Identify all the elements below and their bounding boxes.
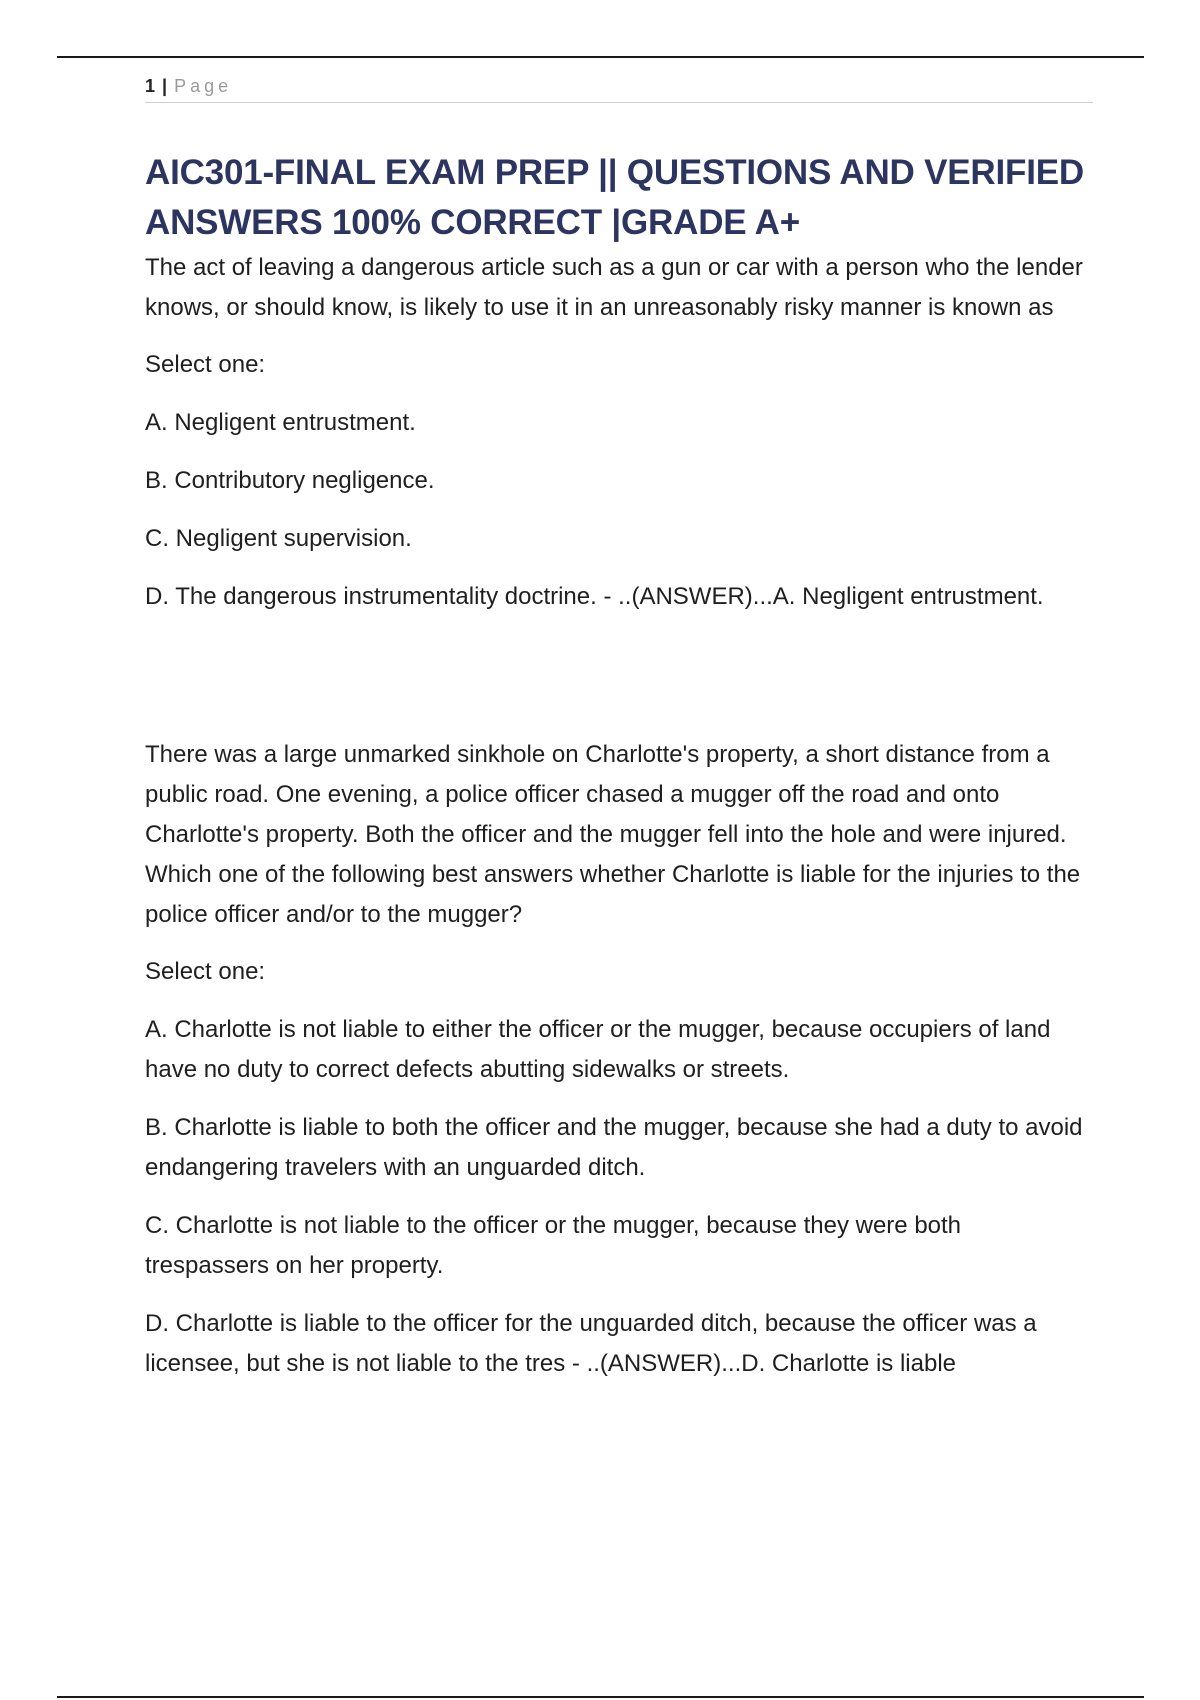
page-number: 1: [145, 76, 156, 96]
top-rule: [57, 56, 1144, 58]
bottom-rule: [57, 1696, 1144, 1698]
document-body: [145, 148, 1085, 1384]
page-header: [145, 74, 1093, 103]
select-label: Select one:: [145, 351, 266, 378]
document-title: AIC301-FINAL EXAM PREP || QUESTIONS AND VERIFIED ANSWERS 100% CORRECT |GRADE A+: [145, 153, 1084, 242]
question-stem: The act of leaving a dangerous article such as a gun or car with a person who the lender knows, or should know, is likely to use it in an unreasonably risky manner is known as: [145, 254, 1083, 321]
page-label: Page: [174, 76, 233, 96]
question-1: [145, 248, 1085, 617]
question-stem: There was a large unmarked sinkhole on Charlotte's property, a short distance from a public road. One evening, a police officer chased a mugger off the road and onto Charlotte's property. Both the officer and the mugger fell into the hole and were injured. Which one of the following best answers whether Charlotte is liable for the injuries to the police officer and/or to the mugger?: [145, 741, 1081, 928]
answer-option-a: A. Charlotte is not liable to either the officer or the mugger, because occupiers of land have no duty to correct defects abutting sidewalks or streets.: [145, 1016, 1051, 1083]
answer-option-b: B. Contributory negligence.: [145, 467, 435, 494]
answer-option-b: B. Charlotte is liable to both the officer and the mugger, because she had a duty to avoid endangering travelers with an unguarded ditch.: [145, 1114, 1083, 1181]
answer-option-c: C. Negligent supervision.: [145, 525, 412, 552]
select-label: Select one:: [145, 958, 266, 985]
page-separator: |: [162, 76, 168, 96]
answer-option-d: D. Charlotte is liable to the officer for the unguarded ditch, because the officer was a licensee, but she is not liable to the tres - ..(ANSWER)...D. Charlotte is liable: [145, 1310, 1037, 1377]
answer-option-d: D. The dangerous instrumentality doctrine. - ..(ANSWER)...A. Negligent entrustment.: [145, 583, 1044, 610]
question-2: [145, 735, 1085, 1384]
answer-option-a: A. Negligent entrustment.: [145, 409, 416, 436]
answer-option-c: C. Charlotte is not liable to the officer or the mugger, because they were both trespassers on her property.: [145, 1212, 962, 1279]
